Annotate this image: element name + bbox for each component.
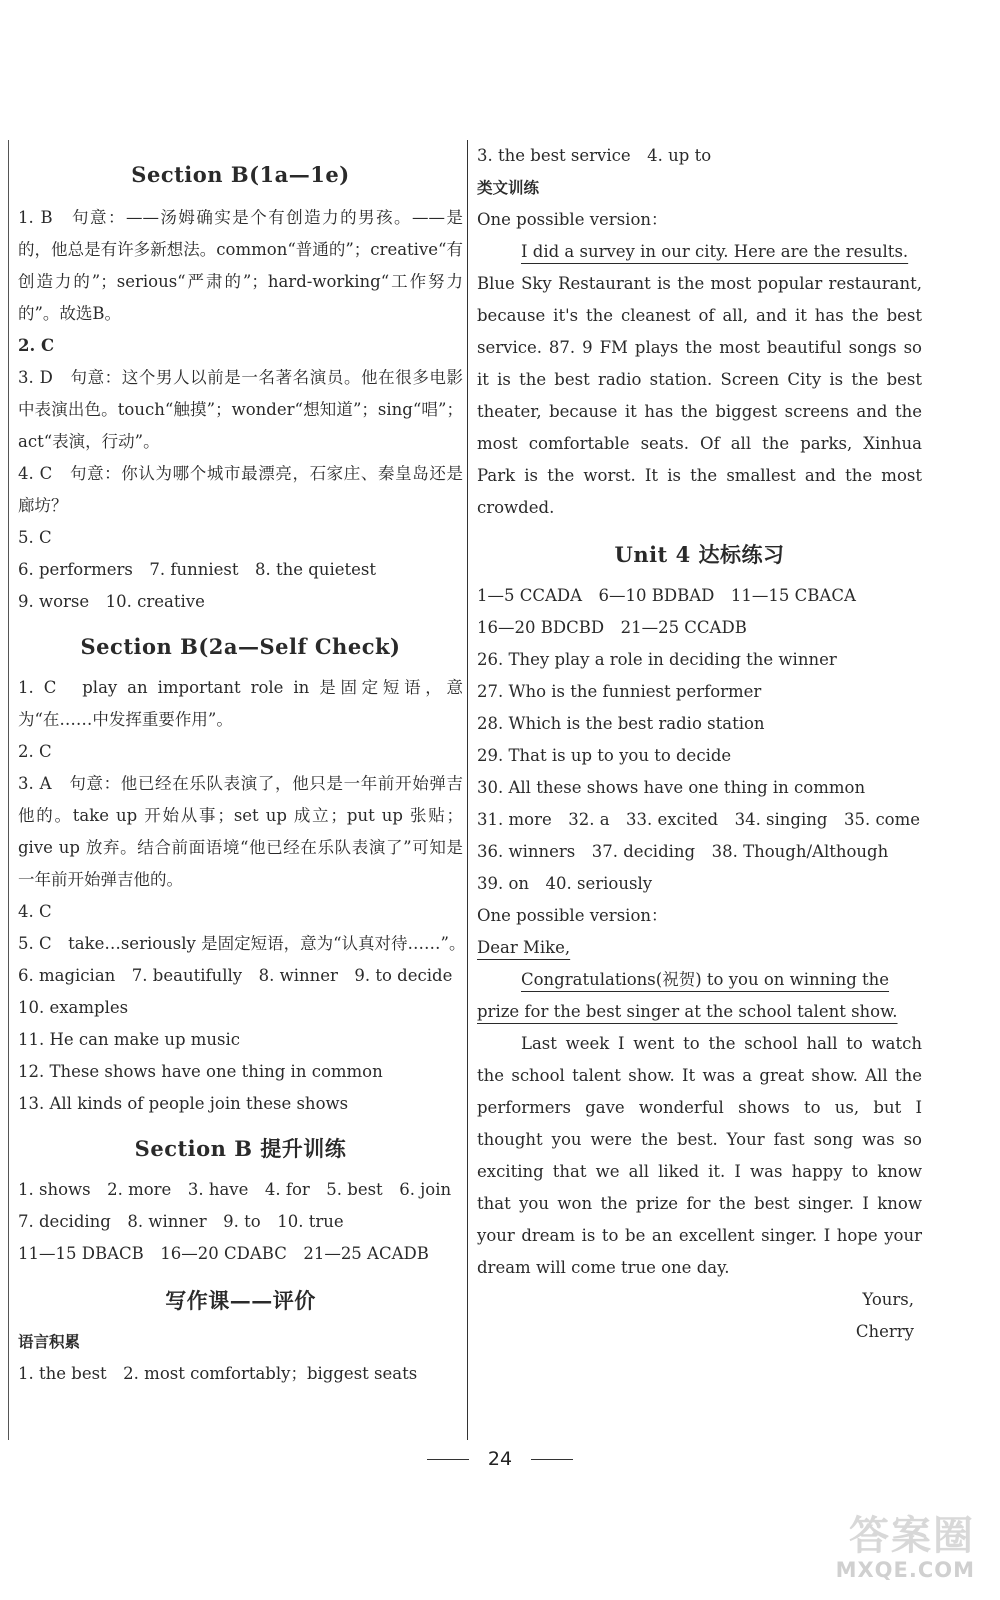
answer-item: 30. All these shows have one thing in common <box>477 778 866 797</box>
answer-item: 1. shows 2. more 3. have 4. for 5. best 6. join <box>18 1180 452 1199</box>
answer-item: 10. examples <box>18 998 129 1017</box>
section-2-title: Section B(2a—Self Check) <box>80 634 401 659</box>
answer-item: 9. worse 10. creative <box>18 592 205 611</box>
right-column <box>477 140 922 1348</box>
answer-item: 5. C take…seriously 是固定短语，意为“认真对待……”。 <box>18 934 466 953</box>
answer-item: 12. These shows have one thing in common <box>18 1062 383 1081</box>
footer-dash-right <box>531 1459 573 1460</box>
answer-item: 6. performers 7. funniest 8. the quietest <box>18 560 376 579</box>
version-label: One possible version： <box>477 210 668 229</box>
letter-body: Last week I went to the school hall to watch the school talent show. It was a great show. All the performers gave wonderful shows to us, but I thought you were the best. Your fast song was so exciting that we all liked it. I was happy to know that you won the prize for the best singer. I know your dream is to be an excellent singer. I hope your dream will come true one day. <box>477 1034 922 1277</box>
answer-item: 2. C <box>18 742 52 761</box>
answer-item: 5. C <box>18 528 52 547</box>
answer-item: 16—20 BDCBD 21—25 CCADB <box>477 618 747 637</box>
answer-item: 39. on 40. seriously <box>477 874 653 893</box>
answer-item: 29. That is up to you to decide <box>477 746 732 765</box>
answer-item: 11. He can make up music <box>18 1030 241 1049</box>
watermark-en: MXQE.COM <box>835 1558 975 1582</box>
answer-item: 3. A 句意：他已经在乐队表演了，他只是一年前开始弹吉他的。take up 开始从事；set up 成立；put up 张贴；give up 放弃。结合前面语境“他已经在乐队表演了”可知是一年前开始弹吉他的。 <box>18 774 463 889</box>
answer-item: 27. Who is the funniest performer <box>477 682 762 701</box>
section-4-title: 写作课——评价 <box>165 1288 316 1313</box>
answer-item: 4. C 句意：你认为哪个城市最漂亮，石家庄、秦皇岛还是廊坊？ <box>18 464 463 515</box>
underlined-text: I did a survey in our city. Here are the results. <box>521 242 909 261</box>
letter-first-paragraph <box>477 964 922 1028</box>
letter-signature: Cherry <box>855 1322 914 1341</box>
left-margin-rule <box>8 140 9 1440</box>
underlined-text: Congratulations(祝贺) to you on winning the prize for the best singer at the school talent show. <box>477 970 898 1021</box>
section-4-subtitle: 语言积累 <box>18 1333 81 1351</box>
subsection-title: 类文训练 <box>477 179 540 197</box>
answer-item: 1. B 句意：——汤姆确实是个有创造力的男孩。——是的，他总是有许多新想法。common“普通的”；creative“有创造力的”；serious“严肃的”；hard-working“工作努力的”。故选B。 <box>18 208 463 323</box>
answer-item: 3. D 句意：这个男人以前是一名著名演员。他在很多电影中表演出色。touch“触摸”；wonder“想知道”；sing“唱”；act“表演，行动”。 <box>18 368 463 451</box>
answer-item: 7. deciding 8. winner 9. to 10. true <box>18 1212 344 1231</box>
column-divider <box>467 140 468 1440</box>
section-3-title: Section B 提升训练 <box>134 1136 347 1161</box>
answer-item: 1. C play an important role in 是固定短语，意为“在……中发挥重要作用”。 <box>18 678 463 729</box>
underlined-text: Dear Mike, <box>477 938 571 957</box>
answer-item: 31. more 32. a 33. excited 34. singing 35. come <box>477 810 921 829</box>
answer-item: 1. the best 2. most comfortably；biggest seats <box>18 1364 418 1383</box>
answer-item: 1—5 CCADA 6—10 BDBAD 11—15 CBACA <box>477 586 856 605</box>
answer-item: 26. They play a role in deciding the winner <box>477 650 837 669</box>
version-label: One possible version： <box>477 906 668 925</box>
page-number: 24 <box>487 1448 513 1470</box>
essay-body: Blue Sky Restaurant is the most popular restaurant, because it's the cleanest of all, and it has the best service. 87. 9 FM plays the most beautiful songs so it is the best radio station. Screen City is the best theater, because it has the biggest screens and the most comfortable seats. Of all the parks, Xinhua Park is the worst. It is the smallest and the most crowded. <box>477 274 922 517</box>
essay-first-sentence <box>477 236 922 268</box>
unit-title: Unit 4 达标练习 <box>614 542 785 567</box>
footer-dash-left <box>427 1459 469 1460</box>
answer-item: 11—15 DBACB 16—20 CDABC 21—25 ACADB <box>18 1244 429 1263</box>
answer-item: 36. winners 37. deciding 38. Though/Although <box>477 842 889 861</box>
section-1-title: Section B(1a—1e) <box>131 162 350 187</box>
letter-closing: Yours, <box>862 1290 914 1309</box>
answer-item: 4. C <box>18 902 52 921</box>
left-column <box>18 150 466 1390</box>
watermark-cn: 答案圈 <box>849 1513 975 1559</box>
answer-item: 28. Which is the best radio station <box>477 714 765 733</box>
watermark-logo <box>810 1515 975 1590</box>
answer-item: 6. magician 7. beautifully 8. winner 9. to decide <box>18 966 453 985</box>
page-number-footer <box>0 1448 1000 1470</box>
letter-salutation <box>477 932 922 964</box>
answer-item: 2. C <box>18 336 55 355</box>
answer-item: 3. the best service 4. up to <box>477 146 712 165</box>
answer-item: 13. All kinds of people join these shows <box>18 1094 349 1113</box>
